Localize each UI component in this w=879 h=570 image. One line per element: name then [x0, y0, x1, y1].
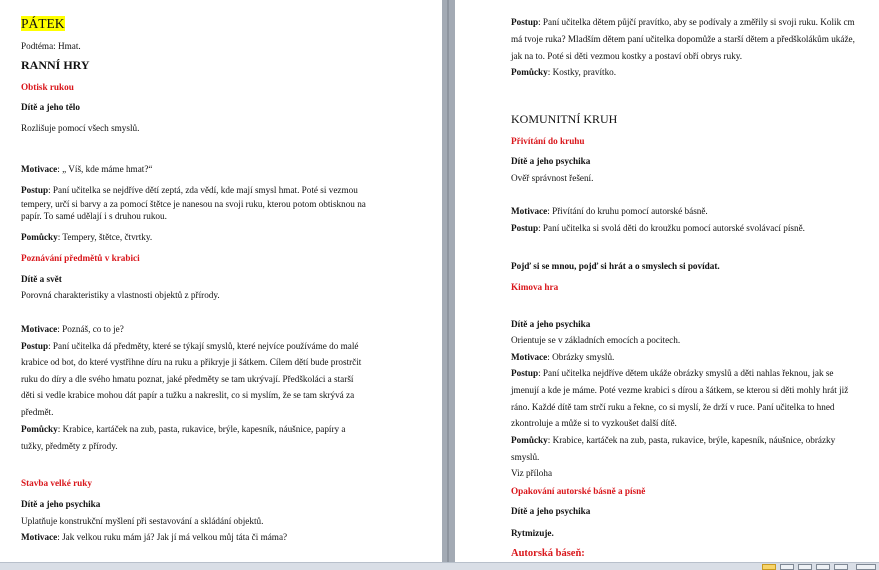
educational-area: Dítě a jeho psychika — [21, 499, 101, 509]
educational-area: Dítě a jeho psychika — [511, 319, 591, 329]
section-heading-morning-games: RANNÍ HRY — [21, 58, 90, 72]
see-attachment: Viz příloha — [511, 468, 553, 478]
procedure-line: Postup: Paní učitelka dá předměty, které se týkají smyslů, které nejvíce používáme do malé — [21, 341, 359, 351]
print-layout-view-button[interactable] — [762, 564, 776, 570]
goal-text: Orientuje se v základních emocích a pocitech. — [511, 335, 681, 345]
aids-line: Pomůcky: Krabice, kartáček na zub, pasta, rukavice, brýle, kapesník, náušnice, papíry a — [21, 424, 346, 434]
procedure-line: děti si vedle krabice mohou dát papír a tužku a nakreslit, co si myslím, že se tam skrývá za — [21, 390, 355, 400]
motivation-line: Motivace: „ Víš, kde máme hmat?“ — [21, 164, 153, 174]
educational-area: Dítě a jeho psychika — [511, 506, 591, 516]
procedure-line: předmět. — [21, 407, 54, 417]
aids-line: Pomůcky: Kostky, pravítko. — [511, 67, 617, 77]
motivation-line: Motivace: Poznáš, co to je? — [21, 324, 124, 334]
section-heading-community-circle: KOMUNITNÍ KRUH — [511, 112, 618, 126]
activity-title: Poznávání předmětů v krabici — [21, 253, 140, 263]
aids-line: tužky, předměty z přírody. — [21, 441, 118, 451]
educational-area: Dítě a svět — [21, 274, 62, 284]
full-screen-view-button[interactable] — [780, 564, 794, 570]
goal-text: Rozlišuje pomocí všech smyslů. — [21, 123, 140, 133]
aids-line: Pomůcky: Tempery, štětce, čtvrtky. — [21, 232, 153, 242]
goal-text: Uplatňuje konstrukční myšlení při sestavování a skládání objektů. — [21, 516, 264, 526]
procedure-line: ráno. Každé dítě tam strčí ruku a řekne, co si myslí, že drží v ruce. Paní učitelka to hned — [511, 402, 835, 412]
activity-title: Obtisk rukou — [21, 82, 74, 92]
procedure-line: tempery, určí si barvy a za pomocí štětce je nanesou na svoji ruku, kterou potom obtisknou na — [21, 199, 366, 209]
educational-area: Dítě a jeho psychika — [511, 156, 591, 166]
educational-area: Dítě a jeho tělo — [21, 102, 80, 112]
procedure-line: Postup: Paní učitelka se nejdříve dětí zeptá, zda vědí, kde mají smysl hmat. Poté si vezmou — [21, 185, 358, 195]
zoom-slider[interactable] — [856, 564, 876, 570]
poem-heading: Autorská báseň: — [511, 548, 585, 559]
activity-title: Kimova hra — [511, 282, 559, 292]
procedure-line: zkontroluje a může si to vyzkoušet další dítě. — [511, 418, 677, 428]
motivation-line: Motivace: Obrázky smyslů. — [511, 352, 615, 362]
procedure-line: ruku do díry a dle svého hmatu poznat, jaké předměty se tam ukrývají. Předškoláci a starší — [21, 374, 354, 384]
aids-line: Pomůcky: Krabice, kartáček na zub, pasta, rukavice, brýle, kapesník, náušnice, obrázky — [511, 435, 836, 445]
procedure-line: krabice od bot, do které vystřihne díru na ruku a přikryje ji šátkem. Cílem dětí bude prostrčit — [21, 357, 362, 367]
goal-text: Ověř správnost řešení. — [511, 173, 594, 183]
document-page-right — [455, 0, 879, 562]
procedure-line: jak na to. Poté si děti vezmou kostky a postaví obří obrys ruky. — [511, 51, 743, 61]
procedure-line: jmenují a kde je máme. Poté vezme krabici s dírou a šátkem, se kterou si děti mohly hrát již — [511, 385, 849, 395]
aids-line: smyslů. — [511, 452, 540, 462]
subtopic: Podtéma: Hmat. — [21, 41, 81, 51]
procedure-line: Postup: Paní učitelka si svolá děti do kroužku pomocí autorské svolávací písně. — [511, 223, 805, 233]
draft-view-button[interactable] — [834, 564, 848, 570]
day-title: PÁTEK — [21, 16, 65, 31]
outline-view-button[interactable] — [816, 564, 830, 570]
call-song: Pojď si se mnou, pojď si hrát a o smyslech si povídat. — [511, 261, 720, 271]
procedure-line: papír. To samé udělají i s druhou rukou. — [21, 211, 167, 221]
goal-text: Porovná charakteristiky a vlastnosti objektů z přírody. — [21, 290, 220, 300]
page-gap-divider — [447, 0, 449, 562]
activity-title: Stavba velké ruky — [21, 478, 92, 488]
activity-title: Přivítání do kruhu — [511, 136, 585, 146]
procedure-line: Postup: Paní učitelka dětem půjčí pravítko, aby se podívaly a změřily si svoji ruku. Kolik cm — [511, 17, 855, 27]
web-layout-view-button[interactable] — [798, 564, 812, 570]
activity-title: Opakování autorské básně a písně — [511, 486, 646, 496]
procedure-line: má tvoje ruka? Mladším dětem paní učitelka dopomůže a starší dětem a předškolákům ukáže, — [511, 34, 855, 44]
motivation-line: Motivace: Přivítání do kruhu pomocí autorské básně. — [511, 206, 708, 216]
procedure-line: Postup: Paní učitelka nejdříve dětem ukáže obrázky smyslů a děti nahlas řeknou, jak se — [511, 368, 834, 378]
motivation-line: Motivace: Jak velkou ruku mám já? Jak jí má velkou můj táta či máma? — [21, 532, 288, 542]
goal-text: Rytmizuje. — [511, 528, 554, 538]
document-page-left — [0, 0, 442, 562]
